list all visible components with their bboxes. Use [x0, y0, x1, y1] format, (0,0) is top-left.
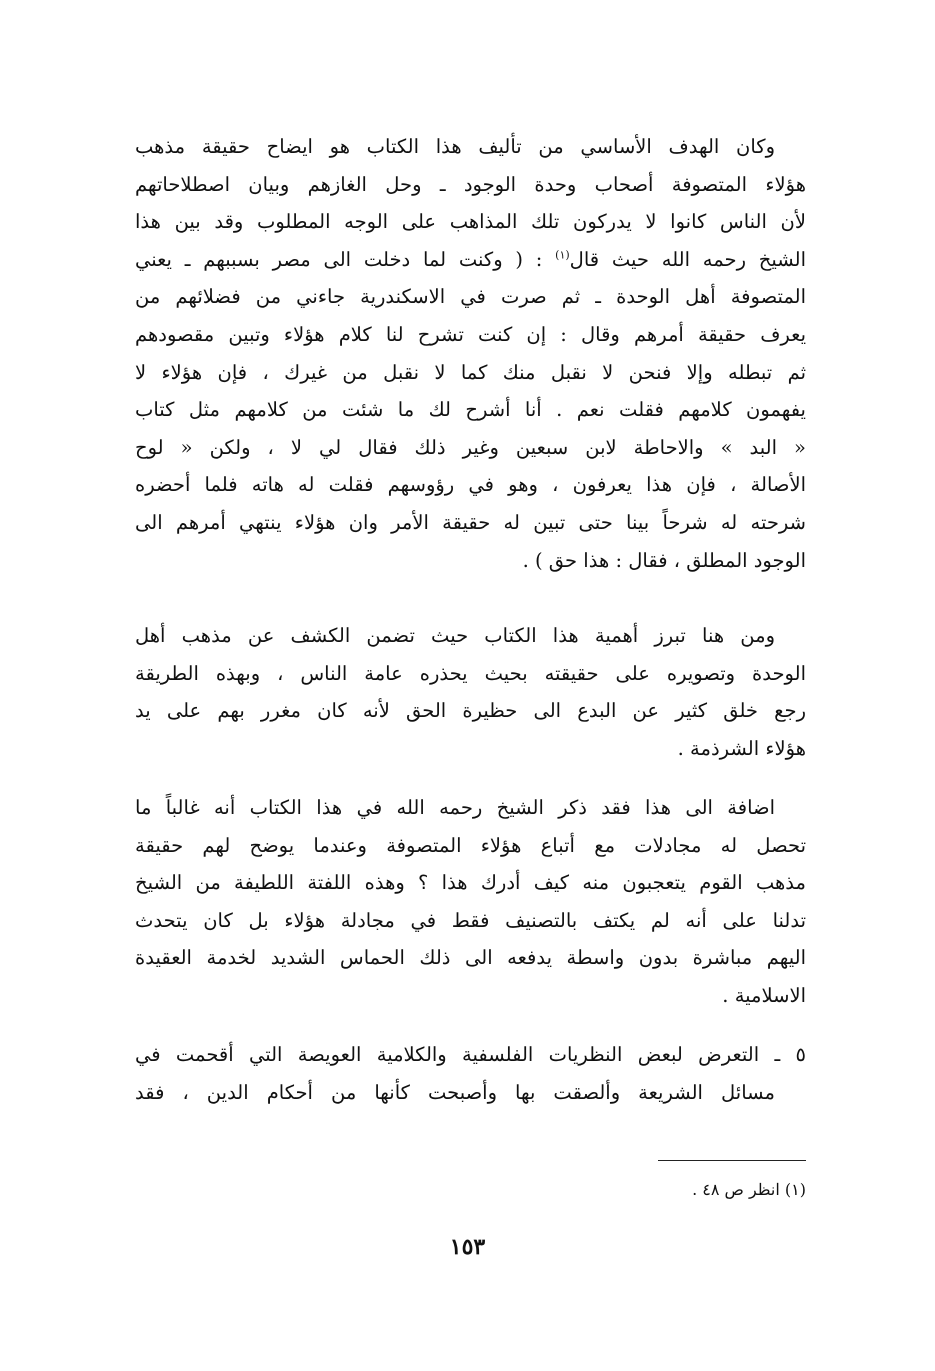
text-line: الوحدة وتصويره على حقيقته بحيث يحذره عامة الناس ، وبهذه الطريقة	[135, 661, 806, 685]
page-number: ١٥٣	[449, 1234, 486, 1260]
text-line: هؤلاء المتصوفة أصحاب وحدة الوجود ـ وحل الغازهم وبيان اصطلاحاتهم	[135, 172, 806, 196]
text-line: ٥ ـ التعرض لبعض النظريات الفلسفية والكلامية العويصة التي أقحمت في	[135, 1043, 806, 1066]
paragraph-1	[135, 128, 806, 579]
text-line: مذهب القوم يتعجبون منه كيف أدرك هذا ؟ وهذه اللفتة اللطيفة من الشيخ	[135, 871, 806, 895]
text-line: الاسلامية .	[722, 983, 806, 1007]
text-line: وكان الهدف الأساسي من تأليف هذا الكتاب هو ايضاح حقيقة مذهب	[135, 135, 775, 158]
text-segment: الشيخ رحمه الله حيث قال	[569, 247, 806, 271]
text-line: شرحته له شرحاً بينا حتى تبين له حقيقة الأمر وان هؤلاء ينتهي أمرهم الى	[135, 510, 806, 534]
text-line: تدلنا على أنه لم يكتف بالتصنيف فقط في مجادلة هؤلاء بل كان يتحدث	[135, 908, 806, 932]
text-line: يفهمون كلامهم فقلت نعم . أنا أشرح لك ما شئت من كلامهم مثل كتاب	[135, 398, 806, 422]
text-line: اليهم مباشرة بدون واسطة يدفعه الى ذلك الحماس الشديد لخدمة العقيدة	[135, 946, 806, 970]
paragraph-2	[135, 617, 806, 767]
text-line: اضافة الى هذا فقد ذكر الشيخ رحمه الله في هذا الكتاب أنه غالباً ما	[135, 796, 775, 819]
footnote: (١) انظر ص ٤٨ .	[692, 1180, 806, 1199]
text-line: هؤلاء الشرذمة .	[677, 736, 806, 760]
paragraph-3	[135, 789, 806, 1015]
footnote-divider	[658, 1160, 806, 1161]
text-line: مسائل الشريعة وألصقت بها وأصبحت كأنها من أحكام الدين ، فقد	[135, 1080, 775, 1104]
numbered-point-5	[135, 1036, 806, 1111]
footnote-reference: (١)	[555, 248, 570, 262]
text-line: تحصل له مجادلات مع أتباع هؤلاء المتصوفة وعندما يوضح لهم حقيقة	[135, 833, 806, 857]
text-segment: : ( وكنت لما دخلت الى مصر بسببهم ـ يعني	[135, 247, 556, 271]
text-line: « البد » والاحاطة لابن سبعين وغير ذلك فقال لي لا ، ولكن « لوح	[135, 435, 806, 459]
text-line: يعرف حقيقة أمرهم وقال : إن كنت تشرح لنا كلام هؤلاء وتبين مقصودهم	[135, 322, 806, 346]
text-line: المتصوفة أهل الوحدة ـ ثم صرت في الاسكندرية جاءني من فضلائهم من	[135, 285, 806, 309]
text-line: الوجود المطلق ، فقال : هذا حق ) .	[522, 548, 806, 572]
text-line: رجع خلق كثير عن البدع الى حظيرة الحق لأنه كان مغرر بهم على يد	[135, 699, 806, 723]
text-line: الأصالة ، فإن هذا يعرفون ، وهو في رؤوسهم فقلت له هاته فلما أحضره	[135, 473, 806, 497]
text-line: ومن هنا تبرز أهمية هذا الكتاب حيث تضمن الكشف عن مذهب أهل	[135, 624, 775, 647]
text-line: ثم تبطله وإلا فنحن لا نقبل منك كما لا نقبل من غيرك ، فإن هؤلاء لا	[135, 360, 806, 384]
text-line-with-footnote-ref	[135, 241, 806, 279]
text-line: لأن الناس كانوا لا يدركون تلك المذاهب على الوجه المطلوب وقد بين هذا	[135, 210, 806, 234]
